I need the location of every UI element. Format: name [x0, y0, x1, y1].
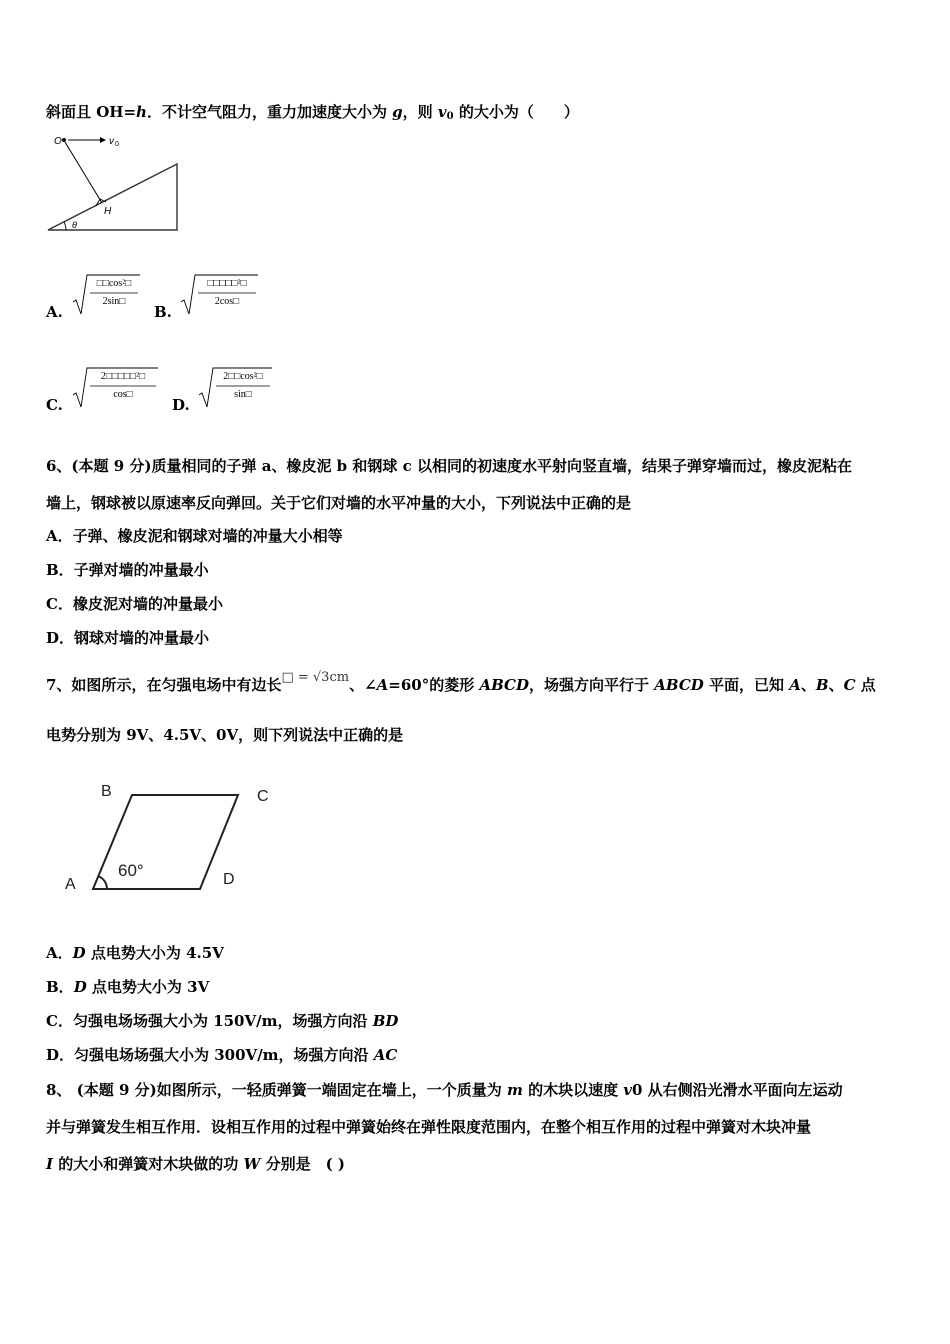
label-v0-sub: 0 [115, 141, 119, 148]
q7-option-b-point: D [73, 978, 87, 996]
q8-var-w: W [243, 1155, 261, 1173]
fraction-denominator: cos□ [113, 389, 133, 400]
label-v0: v [109, 136, 114, 147]
q6-option-c: C．橡皮泥对墙的冲量最小 [46, 595, 223, 613]
q7-option-a-letter: A． [46, 944, 73, 962]
q7-option-d-letter: D． [46, 1046, 75, 1064]
q7-stem-line-2: 电势分别为 9V、4.5V、0V，则下列说法中正确的是 [46, 726, 404, 744]
q7-stem-part: =60°的菱形 [388, 676, 480, 694]
q7-var-abcd: ABCD [654, 676, 704, 694]
q7-option-b-letter: B． [46, 978, 74, 996]
q7-option-a [46, 943, 224, 963]
q7-stem-part: 点 [855, 676, 876, 694]
q7-var-abcd: ABCD [479, 676, 529, 694]
fraction-denominator: sin□ [234, 389, 252, 400]
q7-var-c: C [843, 676, 856, 694]
q7-stem-line-1 [46, 670, 876, 697]
label-theta: θ [72, 220, 77, 230]
fraction-denominator: 2cos□ [214, 296, 240, 307]
incline-triangle [48, 164, 177, 230]
angle-label: 60° [118, 861, 144, 880]
fraction-denominator: 2sin□ [102, 296, 126, 307]
q5-stem-part: ，则 [402, 103, 438, 121]
q7-stem-part: 、 [828, 676, 844, 694]
q7-option-b-text: 点电势大小为 3V [86, 978, 210, 996]
vertex-label-c: C [257, 788, 269, 805]
q7-stem-part: 、∠ [349, 676, 377, 694]
vertex-label-d: D [223, 871, 235, 888]
q8-stem-part: 的木块以速度 [522, 1081, 624, 1099]
fraction-numerator: □□□□□²□ [207, 278, 247, 289]
q8-var-m: m [506, 1081, 523, 1099]
q7-stem-part: ，场强方向平行于 [529, 676, 655, 694]
q5-option-b-letter: B. [154, 303, 172, 321]
q5-option-a-letter: A. [46, 303, 63, 321]
q7-var-a: A [789, 676, 801, 694]
q7-option-c-letter: C． [46, 1012, 73, 1030]
q8-stem-part: 的大小和弹簧对木块做的功 [53, 1155, 244, 1173]
theta-arc [64, 222, 66, 230]
q5-option-d-formula [198, 365, 274, 409]
q7-stem-part: 、 [800, 676, 816, 694]
q6-option-d: D．钢球对墙的冲量最小 [46, 629, 210, 647]
q8-stem-line-2: 并与弹簧发生相互作用．设相互作用的过程中弹簧始终在弹性限度范围内，在整个相互作用的过程中弹簧对木块冲量 [46, 1118, 812, 1136]
q7-option-d-direction: AC [373, 1046, 398, 1064]
q7-side-formula: □ = √3cm [281, 670, 350, 685]
velocity-arrow-head [100, 137, 106, 143]
q5-incline-figure [44, 130, 184, 236]
q6-option-b: B．子弹对墙的冲量最小 [46, 561, 209, 579]
q8-var-v-subscript: 0 [632, 1081, 643, 1099]
q6-stem-line-1: 6、(本题 9 分)质量相同的子弹 a、橡皮泥 b 和钢球 c 以相同的初速度水平射向竖直墙，结果子弹穿墙而过，橡皮泥粘在 [46, 457, 852, 475]
q7-option-c-text: 匀强电场场强大小为 150V/m，场强方向沿 [72, 1012, 373, 1030]
q7-var-b: B [815, 676, 829, 694]
q8-stem-part: 从右侧沿光滑水平面向左运动 [642, 1081, 843, 1099]
vertex-label-a: A [65, 876, 76, 893]
q7-option-c-direction: BD [372, 1012, 399, 1030]
q8-stem-part: 分别是 ( ) [260, 1155, 345, 1173]
angle-a-arc [98, 876, 107, 889]
q6-option-a: A．子弹、橡皮泥和钢球对墙的冲量大小相等 [46, 527, 343, 545]
q5-option-c-letter: C. [46, 396, 63, 414]
label-h: H [104, 206, 112, 217]
q7-rhombus-figure [55, 772, 285, 902]
q5-var-v-subscript: 0 [446, 111, 454, 122]
q5-var-v: v [437, 103, 447, 121]
q5-option-d-letter: D. [172, 396, 190, 414]
q8-var-v: v [623, 1081, 633, 1099]
q5-stem-part: ．不计空气阻力，重力加速度大小为 [146, 103, 393, 121]
q5-stem [46, 102, 579, 127]
q5-var-h: h [136, 103, 147, 121]
q7-option-d-text: 匀强电场场强大小为 300V/m，场强方向沿 [74, 1046, 374, 1064]
q8-stem-line-3 [46, 1154, 345, 1174]
q7-var-a: A [376, 676, 389, 694]
q5-stem-part: 斜面且 OH= [46, 103, 137, 121]
fraction-numerator: □□cos²□ [96, 278, 132, 289]
q5-stem-part: 的大小为（ ） [453, 103, 579, 121]
fraction-numerator: 2□□cos²□ [223, 371, 263, 382]
q5-var-g: g [392, 103, 403, 121]
q7-option-a-point: D [72, 944, 86, 962]
vertex-label-b: B [101, 783, 112, 800]
q7-stem-part: 7、如图所示，在匀强电场中有边长 [46, 676, 282, 694]
q5-option-c-formula [72, 365, 160, 409]
label-o: O [54, 136, 62, 147]
perpendicular-oh [65, 142, 102, 203]
q7-option-d [46, 1045, 397, 1065]
q6-stem-line-2: 墙上，钢球被以原速率反向弹回。关于它们对墙的水平冲量的大小，下列说法中正确的是 [46, 494, 632, 512]
q7-option-c [46, 1011, 398, 1031]
q5-option-b-formula [180, 272, 260, 316]
q7-option-a-text: 点电势大小为 4.5V [85, 944, 224, 962]
q8-var-i: I [46, 1155, 54, 1173]
rhombus-abcd [93, 795, 238, 889]
q7-option-b [46, 977, 209, 997]
q8-stem-line-1 [46, 1080, 843, 1100]
q5-option-a-formula [72, 272, 142, 316]
q8-stem-part: 8、 (本题 9 分)如图所示，一轻质弹簧一端固定在墙上，一个质量为 [46, 1081, 507, 1099]
point-o [62, 138, 66, 142]
fraction-numerator: 2□□□□□²□ [100, 371, 146, 382]
q7-stem-part: 平面，已知 [703, 676, 790, 694]
